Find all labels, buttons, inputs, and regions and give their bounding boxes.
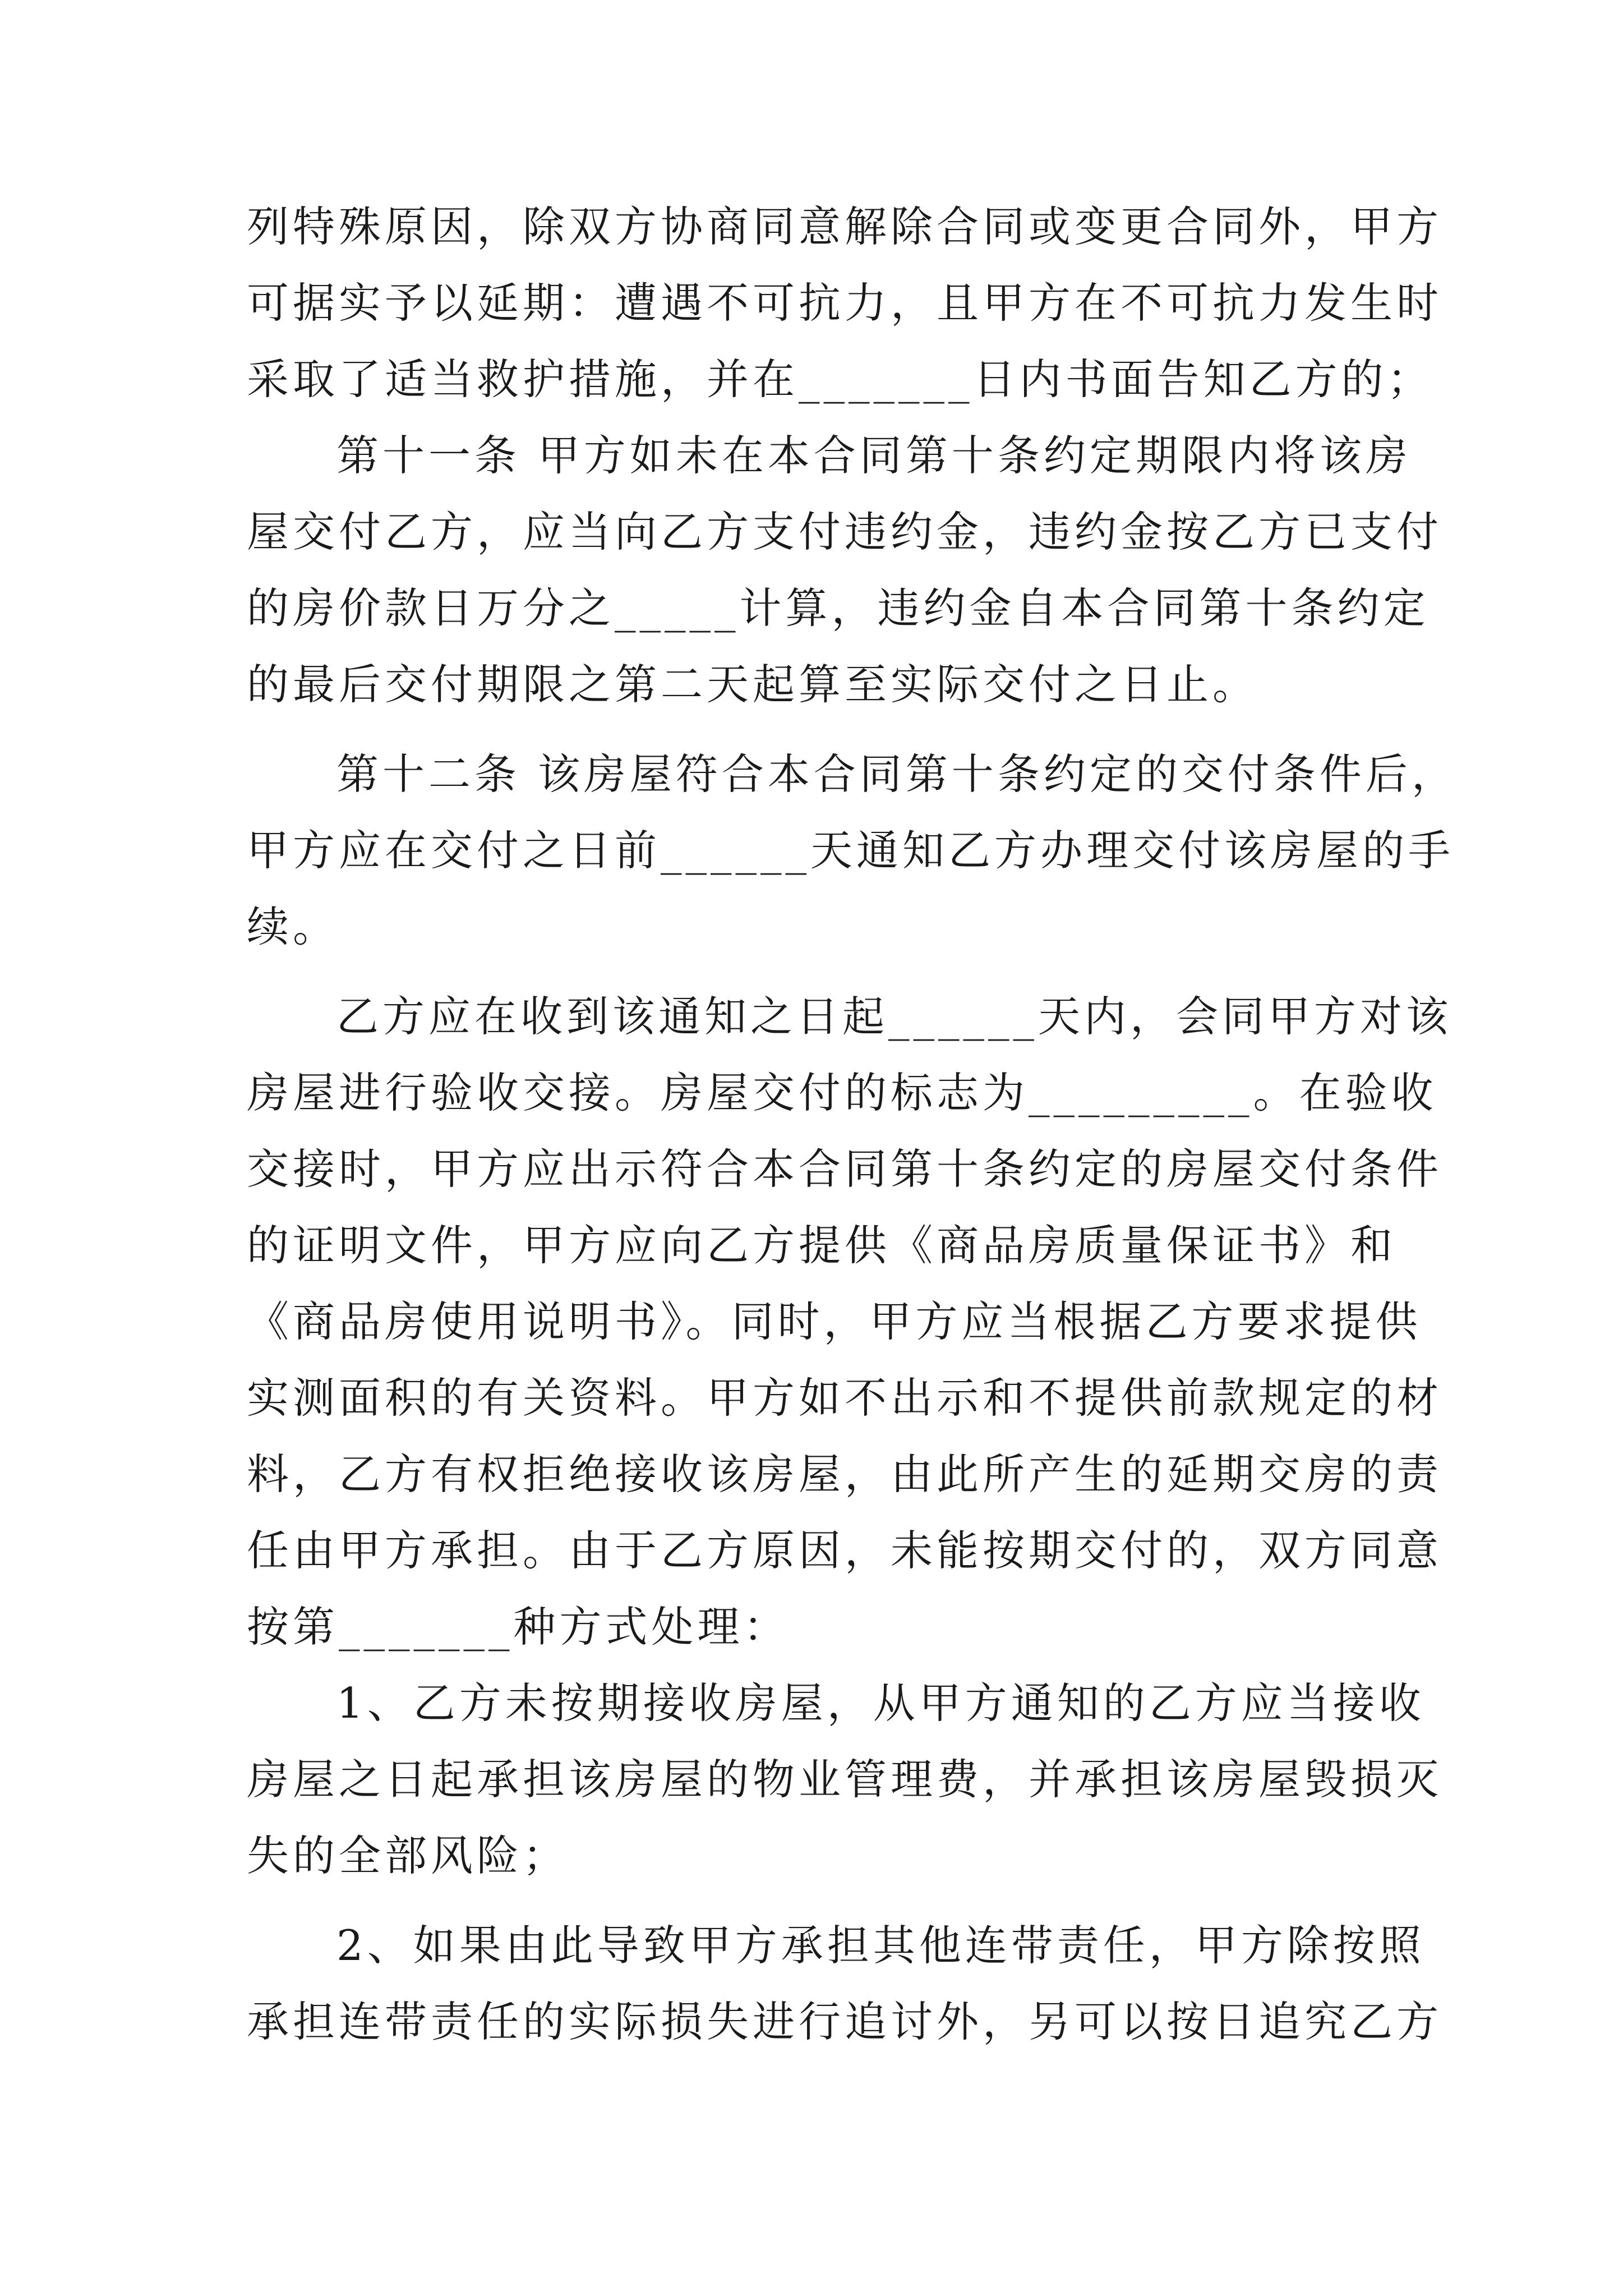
text-line: 失的全部风险；: [247, 1831, 569, 1880]
text-line: 承担连带责任的实际损失进行追讨外，另可以按日追究乙方: [247, 1997, 1443, 2046]
text-line: 按第_______种方式处理：: [247, 1602, 790, 1651]
text-line: 房屋进行验收交接。房屋交付的标志为_________。在验收: [247, 1068, 1437, 1117]
text-line: 续。: [247, 902, 339, 951]
text-line: 列特殊原因，除双方协商同意解除合同或变更合同外，甲方: [247, 202, 1443, 251]
document-page: [247, 188, 1458, 2060]
text-line: 甲方应在交付之日前______天通知乙方办理交付该房屋的手: [247, 826, 1455, 875]
text-line: 可据实予以延期：遭遇不可抗力，且甲方在不可抗力发生时: [247, 278, 1443, 328]
text-line: 的房价款日万分之_____计算，违约金自本合同第十条约定: [247, 583, 1430, 633]
text-line: 房屋之日起承担该房屋的物业管理费，并承担该房屋毁损灭: [247, 1755, 1443, 1804]
text-line: 料，乙方有权拒绝接收该房屋，由此所产生的延期交房的责: [247, 1450, 1443, 1499]
text-line: 实测面积的有关资料。甲方如不出示和不提供前款规定的材: [247, 1373, 1443, 1423]
text-line: 屋交付乙方，应当向乙方支付违约金，违约金按乙方已支付: [247, 507, 1443, 556]
article-11-heading-line: 第十一条 甲方如未在本合同第十条约定期限内将该房: [336, 431, 1412, 480]
text-line: 的证明文件，甲方应向乙方提供《商品房质量保证书》和: [247, 1221, 1397, 1270]
paragraph-start-line: 乙方应在收到该通知之日起______天内，会同甲方对该: [336, 992, 1453, 1041]
list-item-1-line: 1、乙方未按期接收房屋，从甲方通知的乙方应当接收: [336, 1678, 1425, 1728]
list-item-2-line: 2、如果由此导致甲方承担其他连带责任，甲方除按照: [336, 1921, 1425, 1970]
text-line: 交接时，甲方应出示符合本合同第十条约定的房屋交付条件: [247, 1144, 1443, 1194]
article-12-heading-line: 第十二条 该房屋符合本合同第十条约定的交付条件后，: [336, 749, 1458, 799]
text-line: 的最后交付期限之第二天起算至实际交付之日止。: [247, 660, 1259, 709]
text-line: 采取了适当救护措施，并在_______日内书面告知乙方的；: [247, 355, 1433, 404]
text-line: 任由甲方承担。由于乙方原因，未能按期交付的，双方同意: [247, 1526, 1443, 1575]
text-line: 《商品房使用说明书》。同时，甲方应当根据乙方要求提供: [247, 1297, 1422, 1346]
